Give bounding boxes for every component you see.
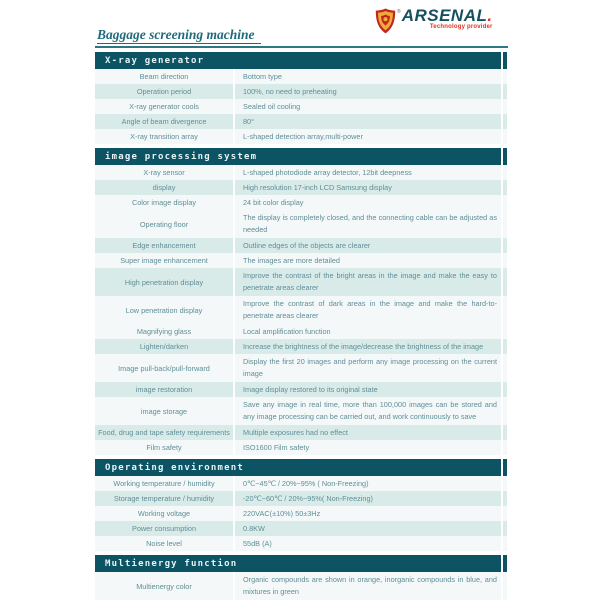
row-label — [95, 440, 235, 455]
row-value — [235, 114, 501, 129]
table-row — [95, 129, 507, 144]
row-label — [95, 521, 235, 536]
row-main — [95, 296, 501, 324]
row-value — [235, 324, 501, 339]
row-value — [235, 253, 501, 268]
row-main — [95, 521, 501, 536]
row-label — [95, 129, 235, 144]
row-label-text: Edge enhancement — [132, 241, 196, 250]
header-accent-strip — [503, 459, 507, 476]
row-label-text: Working temperature / humidity — [113, 479, 215, 488]
row-value-text: Image display restored to its original state — [243, 384, 378, 394]
row-label — [95, 238, 235, 253]
row-label-text: Magnifying glass — [136, 327, 192, 336]
row-label — [95, 268, 235, 296]
row-main — [95, 69, 501, 84]
row-label-text: X-ray sensor — [143, 168, 185, 177]
brand-tagline: Technology provider — [429, 24, 493, 30]
row-main — [95, 506, 501, 521]
row-main — [95, 491, 501, 506]
row-accent-strip — [503, 491, 507, 506]
table-row — [95, 114, 507, 129]
row-value — [235, 165, 501, 180]
row-main — [95, 572, 501, 600]
table-row — [95, 296, 507, 324]
row-label — [95, 99, 235, 114]
row-label-text: Color image display — [131, 198, 197, 207]
row-value-text: The display is completely closed, and the connecting cable can be adjusted as needed — [243, 213, 497, 234]
row-value — [235, 397, 501, 425]
row-label — [95, 339, 235, 354]
row-value-text: -20℃~60℃ / 20%~95%( Non-Freezing) — [243, 493, 373, 503]
brand-dot: . — [487, 6, 493, 25]
row-accent-strip — [503, 210, 507, 238]
row-value-text: High resolution 17-inch LCD Samsung display — [243, 182, 392, 192]
table-row — [95, 238, 507, 253]
row-accent-strip — [503, 114, 507, 129]
table-row — [95, 572, 507, 600]
row-value-text: Increase the brightness of the image/decrease the brightness of the image — [243, 341, 484, 351]
row-label — [95, 536, 235, 551]
row-label — [95, 165, 235, 180]
section-title: image processing system — [105, 151, 258, 162]
row-value — [235, 382, 501, 397]
row-value-text: 0℃~45℃ / 20%~95% ( Non-Freezing) — [243, 478, 369, 488]
row-accent-strip — [503, 324, 507, 339]
table-row — [95, 476, 507, 491]
row-accent-strip — [503, 397, 507, 425]
table-row — [95, 84, 507, 99]
row-label-text: Angle of beam divergence — [121, 117, 207, 126]
row-label-text: Film safety — [146, 443, 182, 452]
brand-wordmark — [402, 8, 493, 24]
row-value-text: L-shaped detection array,multi-power — [243, 131, 363, 141]
row-accent-strip — [503, 165, 507, 180]
table-row — [95, 506, 507, 521]
row-value-text: Improve the contrast of the bright areas in the image and make the easy to penetrate areas clearer — [243, 271, 497, 292]
row-accent-strip — [503, 253, 507, 268]
row-value-text: L-shaped photodiode array detector, 12bit deepness — [243, 167, 412, 177]
row-value — [235, 354, 501, 382]
header-accent-strip — [503, 148, 507, 165]
section-header-band — [95, 459, 501, 476]
row-main — [95, 397, 501, 425]
row-value — [235, 339, 501, 354]
row-accent-strip — [503, 195, 507, 210]
table-row — [95, 354, 507, 382]
table-row — [95, 491, 507, 506]
row-value — [235, 69, 501, 84]
row-label — [95, 476, 235, 491]
row-main — [95, 382, 501, 397]
row-label — [95, 491, 235, 506]
table-row — [95, 210, 507, 238]
table-row — [95, 425, 507, 440]
row-label-text: image storage — [140, 406, 188, 416]
row-value — [235, 99, 501, 114]
row-accent-strip — [503, 268, 507, 296]
row-label — [95, 180, 235, 195]
row-label-text: Image pull-back/pull-forward — [118, 363, 210, 373]
row-accent-strip — [503, 536, 507, 551]
table-row — [95, 521, 507, 536]
page-title: Baggage screening machine — [97, 28, 261, 44]
row-value-text: 55dB (A) — [243, 538, 272, 548]
row-main — [95, 99, 501, 114]
row-value-text: Multiple exposures had no effect — [243, 427, 348, 437]
row-main — [95, 440, 501, 455]
row-main — [95, 268, 501, 296]
section-header-band — [95, 555, 501, 572]
row-value-text: 24 bit color display — [243, 197, 304, 207]
row-value-text: 0.8KW — [243, 523, 265, 533]
row-value-text: 80° — [243, 116, 255, 126]
registered-mark: ® — [397, 9, 401, 15]
spec-table — [95, 52, 507, 600]
row-label — [95, 324, 235, 339]
row-main — [95, 180, 501, 195]
row-accent-strip — [503, 506, 507, 521]
section-title: X-ray generator — [105, 55, 205, 66]
section-header — [95, 555, 507, 572]
row-label-text: Working voltage — [137, 509, 191, 518]
row-label — [95, 425, 235, 440]
row-label-text: X-ray transition array — [130, 132, 198, 141]
row-label-text: High penetration display — [124, 277, 204, 287]
row-label-text: Food, drug and tape safety requirements — [98, 428, 230, 437]
row-value-text: Improve the contrast of dark areas in the image and make the hard-to-penetrate areas clearer — [243, 299, 497, 320]
row-value-text: Outline edges of the objects are clearer — [243, 240, 371, 250]
table-row — [95, 324, 507, 339]
row-main — [95, 84, 501, 99]
table-row — [95, 99, 507, 114]
table-row — [95, 69, 507, 84]
row-value-text: Sealed oil cooling — [243, 101, 301, 111]
row-label-text: Operating floor — [139, 219, 189, 229]
row-value — [235, 572, 501, 600]
row-value — [235, 210, 501, 238]
row-value-text: 220VAC(±10%) 50±3Hz — [243, 508, 321, 518]
table-row — [95, 339, 507, 354]
row-value — [235, 268, 501, 296]
row-value-text: ISO1600 Film safety — [243, 442, 310, 452]
row-value — [235, 491, 501, 506]
section-header — [95, 459, 507, 476]
row-label — [95, 296, 235, 324]
section-title: Operating environment — [105, 462, 244, 473]
table-row — [95, 536, 507, 551]
row-label — [95, 114, 235, 129]
row-main — [95, 536, 501, 551]
section-header-band — [95, 52, 501, 69]
row-main — [95, 238, 501, 253]
row-value — [235, 84, 501, 99]
row-accent-strip — [503, 180, 507, 195]
row-value-text: Local amplification function — [243, 326, 331, 336]
row-value — [235, 195, 501, 210]
row-value — [235, 238, 501, 253]
table-row — [95, 253, 507, 268]
row-label-text: image restoration — [135, 385, 193, 394]
row-accent-strip — [503, 296, 507, 324]
table-row — [95, 165, 507, 180]
row-label — [95, 506, 235, 521]
row-value — [235, 129, 501, 144]
row-value — [235, 521, 501, 536]
table-row — [95, 268, 507, 296]
row-value-text: The images are more detailed — [243, 255, 340, 265]
row-label-text: Super image enhancement — [120, 256, 208, 265]
row-label-text: Low penetration display — [125, 305, 203, 315]
row-value-text: Organic compounds are shown in orange, inorganic compounds in blue, and mixtures in green — [243, 575, 497, 596]
section-header-band — [95, 148, 501, 165]
header-accent-strip — [503, 555, 507, 572]
row-label — [95, 253, 235, 268]
row-main — [95, 129, 501, 144]
row-value-text: Bottom type — [243, 71, 282, 81]
row-label — [95, 210, 235, 238]
row-value — [235, 425, 501, 440]
row-main — [95, 425, 501, 440]
row-label-text: Storage temperature / humidity — [113, 494, 215, 503]
row-label-text: Noise level — [146, 539, 182, 548]
row-value — [235, 440, 501, 455]
row-value — [235, 476, 501, 491]
row-accent-strip — [503, 129, 507, 144]
row-accent-strip — [503, 238, 507, 253]
row-label — [95, 572, 235, 600]
row-accent-strip — [503, 425, 507, 440]
row-main — [95, 195, 501, 210]
row-main — [95, 354, 501, 382]
row-label — [95, 354, 235, 382]
row-value-text: 100%, no need to preheating — [243, 86, 337, 96]
row-label-text: Beam direction — [139, 72, 189, 81]
row-main — [95, 253, 501, 268]
row-main — [95, 324, 501, 339]
row-accent-strip — [503, 382, 507, 397]
row-value-text: Save any image in real time, more than 100,000 images can be stored and any image processing can be carried out, and work continuously to save — [243, 400, 497, 421]
row-label-text: X-ray generator cools — [129, 102, 199, 111]
row-accent-strip — [503, 354, 507, 382]
section-title: Multienergy function — [105, 558, 238, 569]
row-label-text: Power consumption — [131, 524, 197, 533]
title-rule — [95, 26, 508, 48]
table-row — [95, 382, 507, 397]
row-main — [95, 339, 501, 354]
table-row — [95, 180, 507, 195]
brand-name: ARSENAL — [401, 6, 488, 25]
row-accent-strip — [503, 69, 507, 84]
row-main — [95, 165, 501, 180]
section-header — [95, 52, 507, 69]
row-accent-strip — [503, 521, 507, 536]
row-accent-strip — [503, 476, 507, 491]
row-label — [95, 69, 235, 84]
row-accent-strip — [503, 84, 507, 99]
row-label — [95, 382, 235, 397]
header-accent-strip — [503, 52, 507, 69]
row-accent-strip — [503, 339, 507, 354]
row-label-text: Multienergy color — [136, 581, 192, 591]
table-row — [95, 195, 507, 210]
row-label-text: Operation period — [136, 87, 192, 96]
row-main — [95, 114, 501, 129]
row-value — [235, 296, 501, 324]
row-label-text: display — [152, 183, 176, 192]
row-main — [95, 210, 501, 238]
row-value-text: Display the first 20 images and perform any image processing on the current image — [243, 357, 497, 378]
row-accent-strip — [503, 440, 507, 455]
row-label — [95, 195, 235, 210]
row-accent-strip — [503, 572, 507, 600]
row-value — [235, 506, 501, 521]
row-accent-strip — [503, 99, 507, 114]
row-label — [95, 397, 235, 425]
row-value — [235, 536, 501, 551]
table-row — [95, 397, 507, 425]
row-value — [235, 180, 501, 195]
row-main — [95, 476, 501, 491]
row-label — [95, 84, 235, 99]
section-header — [95, 148, 507, 165]
row-label-text: Lighten/darken — [139, 342, 189, 351]
table-row — [95, 440, 507, 455]
